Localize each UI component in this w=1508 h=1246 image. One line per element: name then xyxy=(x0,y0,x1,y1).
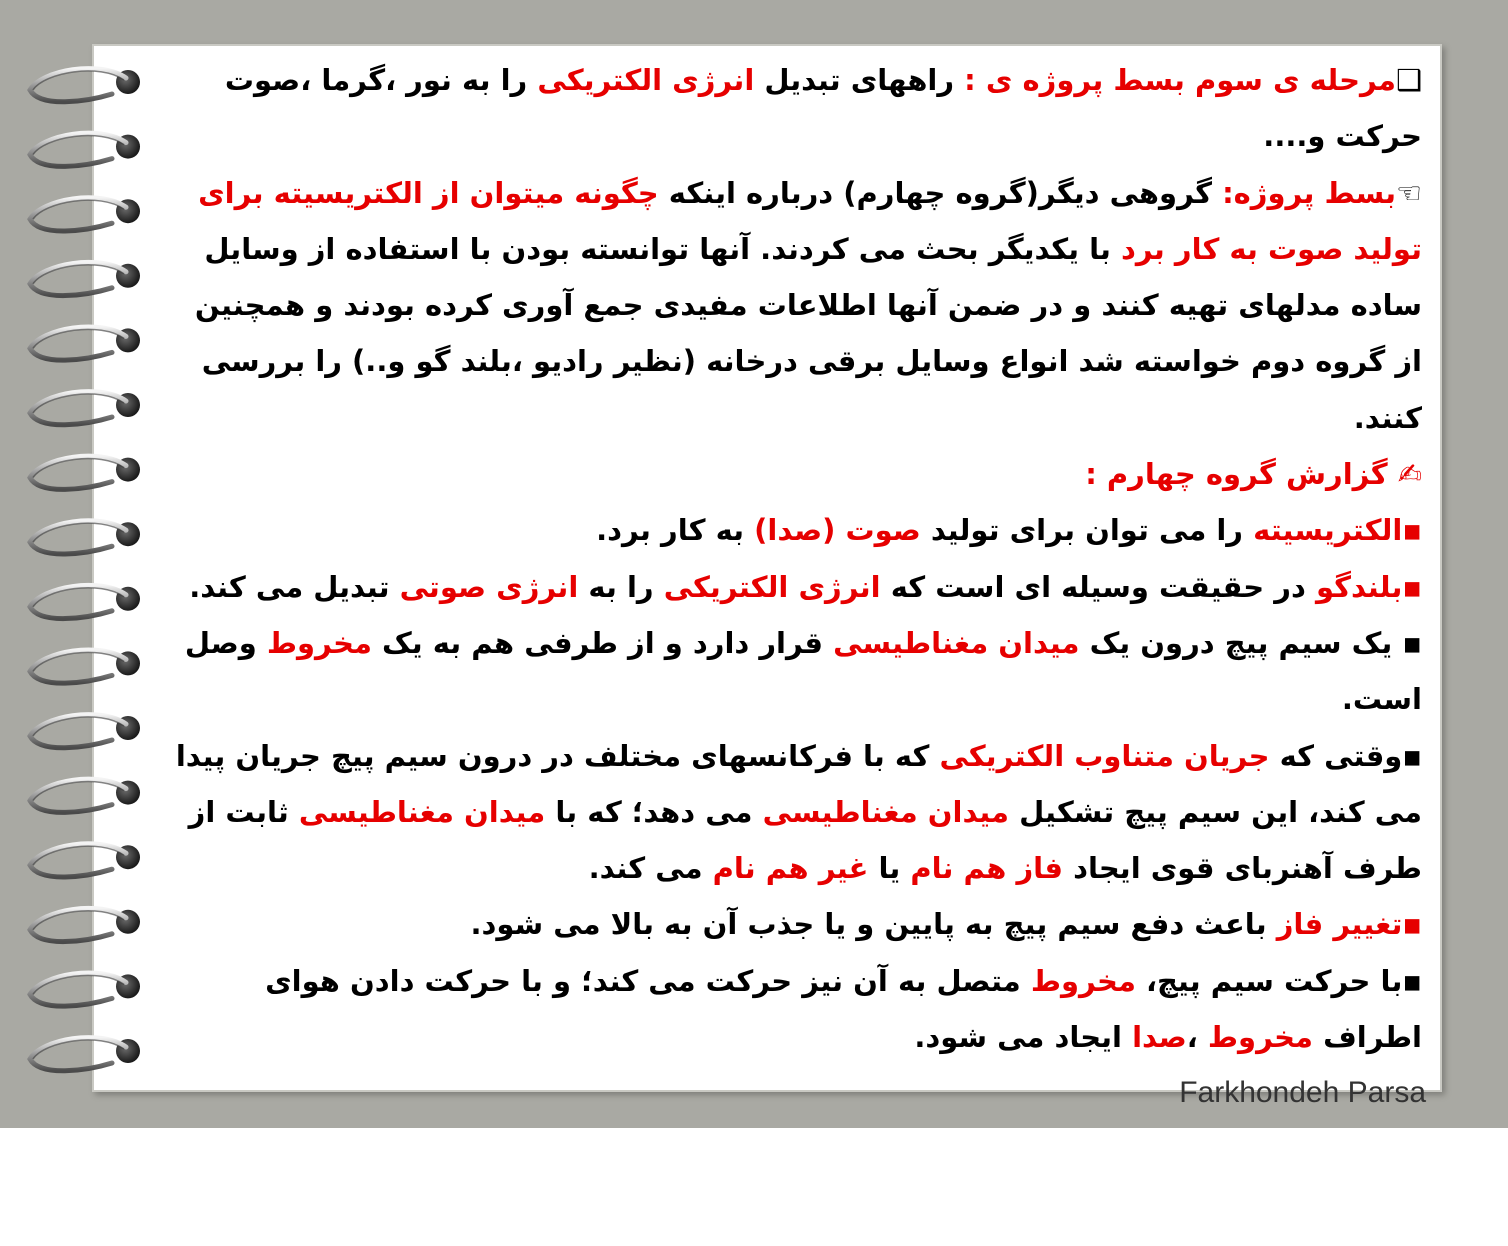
binding-wire-shade xyxy=(33,975,124,994)
binding-wire-shade xyxy=(33,588,124,607)
binding-wire-shade xyxy=(33,329,124,348)
binding-ring xyxy=(30,650,140,683)
square-bullet-icon: ▪ xyxy=(1402,907,1422,942)
binding-wire-shade xyxy=(33,459,124,478)
bullet-cone-movement: ▪با حرکت سیم پیچ، مخروط متصل به آن نیز حرکت می کند؛ و با حرکت دادن هوای اطراف مخروط ،صدا ایجاد می شود. xyxy=(265,963,1422,1055)
square-bullet-icon: ▪ xyxy=(1402,963,1422,998)
checkbox-icon: ❑ xyxy=(1396,63,1422,97)
bullet-electricity-sound: ▪الکتریسیته را می توان برای تولید صوت (صدا) به کار برد. xyxy=(596,513,1422,548)
binding-ring xyxy=(30,69,140,102)
square-bullet-icon: ▪ xyxy=(1402,569,1422,604)
slide-text xyxy=(172,52,1422,1065)
binding-wire-shade xyxy=(33,717,124,736)
binding-ring xyxy=(30,392,140,425)
binding-ring xyxy=(30,779,140,812)
binding-wire-shade xyxy=(33,200,124,219)
binding-ring xyxy=(30,908,140,941)
writing-hand-icon: ✍ xyxy=(1397,457,1422,492)
binding-wire-shade xyxy=(33,1040,124,1059)
pointing-hand-icon: ☜ xyxy=(1396,175,1422,210)
bullet-alternating-current: ▪وقتی که جریان متناوب الکتریکی که با فرکانسهای مختلف در درون سیم پیچ جریان پیدا می کند، این سیم پیچ تشکیل میدان مغناطیسی می دهد؛ که با میدان مغناطیسی ثابت از طرف آهنربای قوی ایجاد فاز هم نام یا غیر هم نام می کند. xyxy=(175,738,1422,886)
binding-ring xyxy=(30,715,140,748)
spiral-binding xyxy=(0,0,160,1128)
binding-ring xyxy=(30,327,140,360)
heading-group-four-report: ✍ گزارش گروه چهارم : xyxy=(1085,457,1422,492)
binding-ring xyxy=(30,456,140,489)
author-footer: Farkhondeh Parsa xyxy=(1179,1076,1426,1109)
binding-wire-shade xyxy=(33,846,124,865)
square-bullet-icon: ▪ xyxy=(1402,513,1422,548)
square-bullet-icon: ▪ xyxy=(1402,625,1422,660)
binding-wire-shade xyxy=(33,136,124,155)
binding-ring xyxy=(30,585,140,618)
bullet-coil: ▪ یک سیم پیچ درون یک میدان مغناطیسی قرار دارد و از طرفی هم به یک مخروط وصل است. xyxy=(184,625,1422,717)
binding-ring xyxy=(30,1038,140,1071)
binding-wire-shade xyxy=(33,523,124,542)
paragraph-stage-three: ❑مرحله ی سوم بسط پروژه ی : راههای تبدیل انرژی الکتریکی را به نور ،گرما ،صوت حرکت و.... xyxy=(224,63,1422,154)
binding-wire-shade xyxy=(33,911,124,930)
bullet-speaker: ▪بلندگو در حقیقت وسیله ای است که انرژی الکتریکی را به انرژی صوتی تبدیل می کند. xyxy=(189,569,1422,604)
paragraph-project-expansion: ☜بسط پروژه: گروهی دیگر(گروه چهارم) درباره اینکه چگونه میتوان از الکتریسیته برای تولید صوت به کار برد با یکدیگر بحث می کردند. آنها توانسته بودن با استفاده از وسایل ساده مدلهای تهیه کنند و در ضمن آنها اطلاعات مفیدی جمع آوری کرده بودند و همچنین از گروه دوم خواسته شد انواع وسایل برقی درخانه (نظیر رادیو ،بلند گو و..) را بررسی کنند. xyxy=(194,175,1422,435)
bullet-phase-change: ▪تغییر فاز باعث دفع سیم پیچ به پایین و یا جذب آن به بالا می شود. xyxy=(470,907,1422,942)
binding-ring xyxy=(30,844,140,877)
binding-ring xyxy=(30,133,140,166)
binding-wire-shade xyxy=(33,652,124,671)
binding-ring xyxy=(30,198,140,231)
binding-wire-shade xyxy=(33,782,124,801)
binding-ring xyxy=(30,262,140,295)
square-bullet-icon: ▪ xyxy=(1402,738,1422,773)
binding-wire-shade xyxy=(33,265,124,284)
binding-wire-shade xyxy=(33,394,124,413)
binding-wire-shade xyxy=(33,71,124,90)
binding-ring xyxy=(30,973,140,1006)
binding-ring xyxy=(30,521,140,554)
